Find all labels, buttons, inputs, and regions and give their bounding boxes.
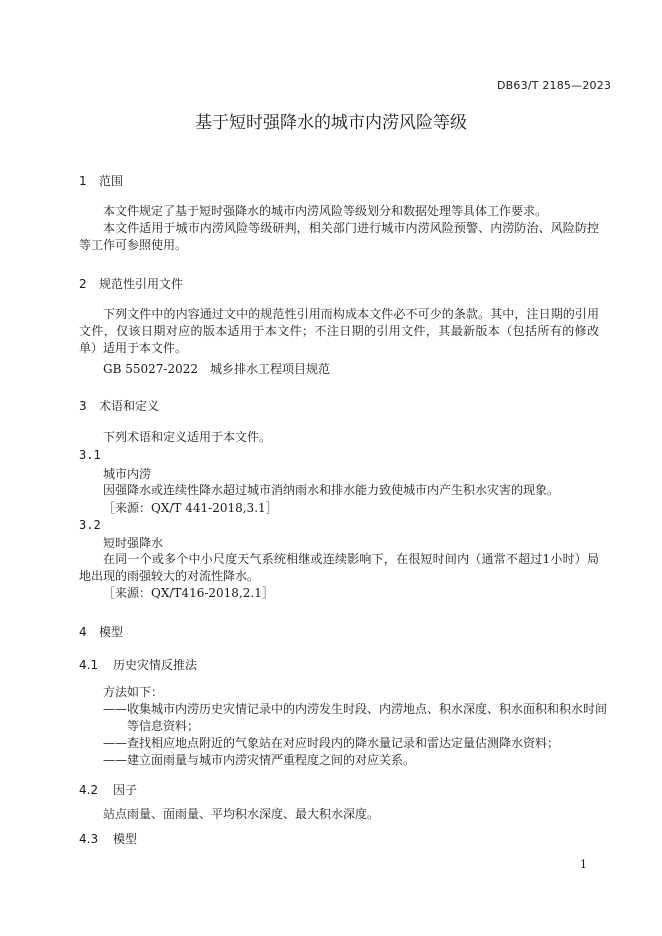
document-title: 基于短时强降水的城市内涝风险等级: [195, 113, 467, 133]
paragraph: 方法如下：: [103, 685, 164, 699]
section-number: 2: [79, 277, 87, 291]
section-heading-4: [79, 623, 123, 640]
subsection-title: 历史灾情反推法: [113, 658, 198, 672]
list-item-continuation: 等信息资料；: [127, 719, 200, 733]
section-heading-2: [79, 275, 183, 292]
list-item: ——收集城市内涝历史灾情记录中的内涝发生时段、内涝地点、积水深度、积水面积和积水时间: [103, 702, 608, 716]
paragraph: 本文件规定了基于短时强降水的城市内涝风险等级划分和数据处理等具体工作要求。: [103, 204, 548, 218]
subsection-title: 因子: [113, 783, 138, 797]
section-number: 4: [79, 625, 87, 639]
subsection-number: 4.3: [79, 832, 99, 846]
paragraph: 下列文件中的内容通过文中的规范性引用而构成本文件必不可少的条款。其中，注日期的引用文件，仅该日期对应的版本适用于本文件；不注日期的引用文件，其最新版本（包括所有的修改单）适用于本文件。: [79, 307, 599, 355]
term-source: ［来源：QX/T416-2018,2.1］: [103, 586, 274, 600]
subsection-heading-4-2: [79, 781, 137, 798]
term-name: 短时强降水: [103, 536, 164, 550]
section-number: 1: [79, 174, 87, 188]
section-title: 模型: [99, 625, 124, 639]
term-number: 3.2: [79, 518, 101, 532]
paragraph: 本文件适用于城市内涝风险等级研判，相关部门进行城市内涝风险预警、内涝防治、风险防控等工作可参照使用。: [79, 221, 599, 252]
term-definition: 在同一个或多个中小尺度天气系统相继或连续影响下，在很短时间内（通常不超过1小时）局地出现的雨强较大的对流性降水。: [79, 552, 599, 583]
section-title: 规范性引用文件: [99, 277, 184, 291]
paragraph: 下列术语和定义适用于本文件。: [103, 430, 272, 444]
subsection-title: 模型: [113, 832, 138, 846]
paragraph: 站点雨量、面雨量、平均积水深度、最大积水深度。: [103, 807, 380, 821]
term-source: ［来源：QX/T 441-2018,3.1］: [103, 501, 278, 515]
list-item: ——查找相应地点附近的气象站在对应时段内的降水量记录和雷达定量估测降水资料；: [103, 736, 560, 750]
normative-reference: GB 55027-2022 城乡排水工程项目规范: [103, 362, 330, 376]
page-number: 1: [580, 858, 587, 871]
section-title: 术语和定义: [99, 399, 160, 413]
subsection-number: 4.2: [79, 783, 99, 797]
term-number: 3.1: [79, 448, 101, 462]
section-number: 3: [79, 399, 87, 413]
list-item: ——建立面雨量与城市内涝灾情严重程度之间的对应关系。: [103, 753, 416, 767]
document-code: DB63/T 2185—2023: [497, 79, 612, 92]
term-name: 城市内涝: [103, 467, 152, 481]
section-heading-3: [79, 397, 159, 414]
term-definition: 因强降水或连续性降水超过城市消纳雨水和排水能力致使城市内产生积水灾害的现象。: [103, 483, 560, 497]
section-heading-1: [79, 172, 123, 189]
section-title: 范围: [99, 174, 124, 188]
subsection-heading-4-3: [79, 830, 137, 847]
subsection-heading-4-1: [79, 656, 197, 673]
subsection-number: 4.1: [79, 658, 99, 672]
